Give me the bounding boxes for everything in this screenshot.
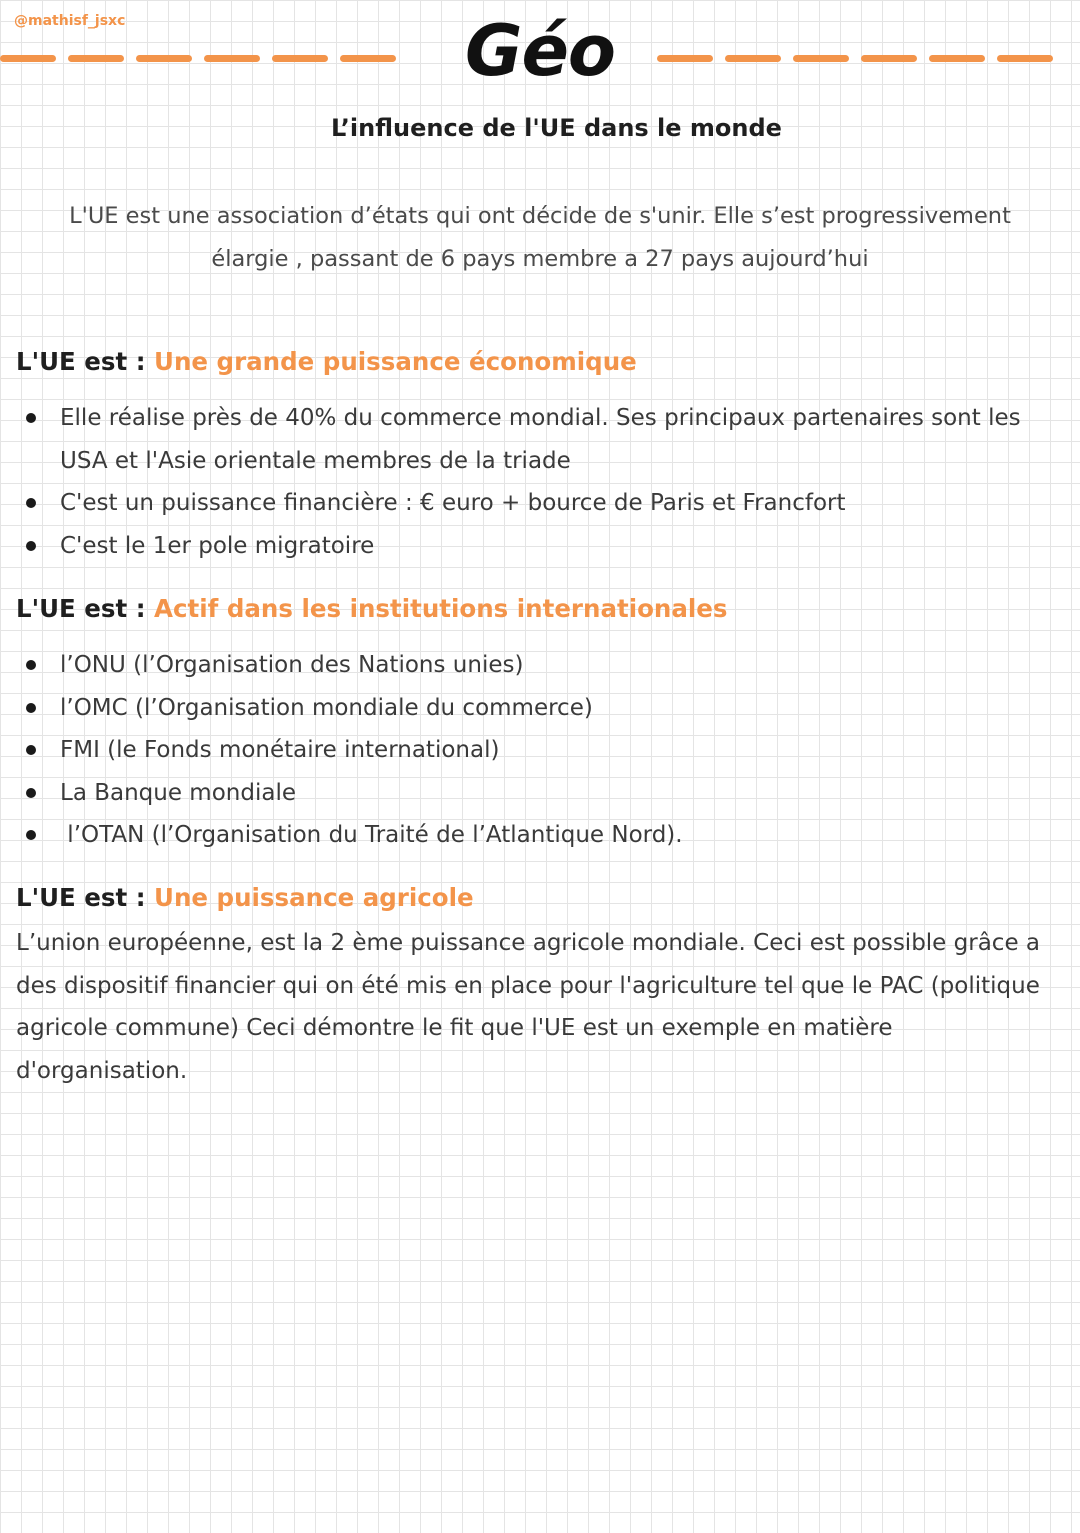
list-item-text: l’OTAN (l’Organisation du Traité de l’Atlantique Nord). — [60, 822, 683, 848]
bullet-icon — [26, 703, 36, 713]
list-item-text: l’ONU (l’Organisation des Nations unies) — [60, 652, 524, 678]
list-item — [22, 729, 1062, 772]
section-prefix: L'UE est : — [16, 347, 155, 376]
list-item — [22, 772, 1062, 815]
section-prefix: L'UE est : — [16, 883, 155, 912]
list-item — [22, 644, 1062, 687]
page-subtitle: L’influence de l'UE dans le monde — [331, 114, 782, 142]
list-item — [22, 525, 1062, 568]
agriculture-paragraph: L’union européenne, est la 2 ème puissance agricole mondiale. Ceci est possible grâce a des dispositif financier qui on été mis en place pour l'agriculture tel que le PAC (politique agricole commune) Ceci démontre le fit que l'UE est un exemple en matière d'organisation. — [16, 930, 1040, 1084]
bullet-icon — [26, 788, 36, 798]
list-item-text: FMI (le Fonds monétaire international) — [60, 737, 500, 763]
list-item — [22, 397, 1062, 482]
section-heading-economic — [16, 347, 637, 376]
bullet-icon — [26, 541, 36, 551]
list-item — [22, 687, 1062, 730]
section-title: Actif dans les institutions internationales — [154, 594, 728, 623]
section-title: Une puissance agricole — [154, 883, 474, 912]
bullet-icon — [26, 413, 36, 423]
bullet-icon — [26, 660, 36, 670]
section-heading-institutions — [16, 594, 728, 623]
list-item-text: C'est le 1er pole migratoire — [60, 532, 375, 559]
section-title: Une grande puissance économique — [154, 347, 637, 376]
bullet-icon — [26, 830, 36, 840]
institutions-list — [22, 644, 1062, 857]
list-item-text: C'est un puissance financière : € euro + bource de Paris et Francfort — [60, 490, 846, 516]
author-handle: @mathisf_jsxc — [14, 13, 126, 29]
economic-list — [22, 397, 1062, 567]
list-item-text: l’OMC (l’Organisation mondiale du commerce) — [60, 694, 593, 721]
list-item-text: Elle réalise près de 40% du commerce mondial. Ses principaux partenaires sont les USA et l'Asie orientale membres de la triade — [60, 405, 1021, 474]
page-title: Géo — [464, 10, 616, 92]
list-item-text: La Banque mondiale — [60, 779, 296, 806]
intro-paragraph: L'UE est une association d’états qui ont décide de s'unir. Elle s’est progressivement élargie , passant de 6 pays membre a 27 pays aujourd’hui — [69, 203, 1011, 272]
section-prefix: L'UE est : — [16, 594, 155, 623]
bullet-icon — [26, 498, 36, 508]
decorative-dashes-right — [657, 55, 1065, 62]
section-heading-agriculture — [16, 883, 474, 912]
bullet-icon — [26, 745, 36, 755]
list-item — [22, 482, 1062, 525]
list-item — [22, 814, 1062, 857]
